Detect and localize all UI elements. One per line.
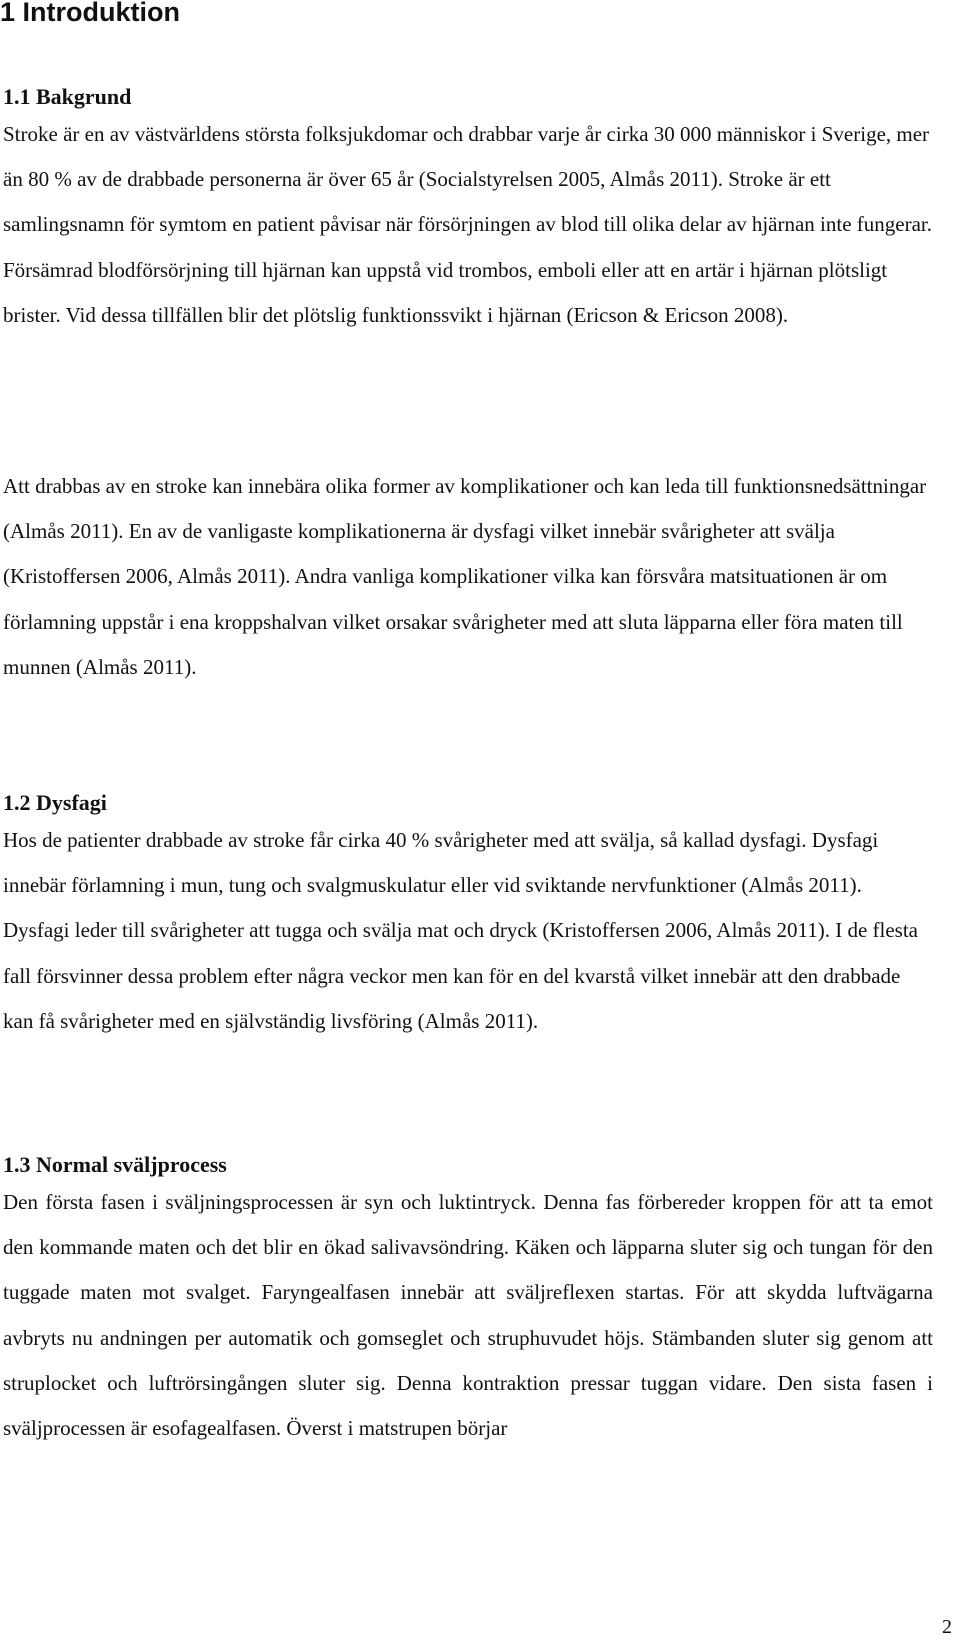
section-heading-bakgrund: 1.1 Bakgrund xyxy=(3,84,132,109)
section-heading-dysfagi: 1.2 Dysfagi xyxy=(3,790,107,815)
paragraph-bakgrund-1: Stroke är en av västvärldens största folksjukdomar och drabbar varje år cirka 30 000 människor i Sverige, mer än 80 % av de drabbade personerna är över 65 år (Socialstyrelsen 2005, Almås 2011). Stroke är ett samlingsnamn för symtom en patient påvisar när försörjningen av blod till olika delar av hjärnan inte fungerar. Försämrad blodförsörjning till hjärnan kan uppstå vid trombos, emboli eller att en artär i hjärnan plötsligt brister. Vid dessa tillfällen blir det plötslig funktionssvikt i hjärnan (Ericson & Ericson 2008). xyxy=(3,122,932,327)
section-heading-svaljprocess: 1.3 Normal sväljprocess xyxy=(3,1152,227,1177)
section-svaljprocess xyxy=(3,1150,933,1451)
page-number: 2 xyxy=(942,1616,952,1638)
section-bakgrund-continued xyxy=(3,464,933,690)
section-bakgrund xyxy=(3,82,933,338)
paragraph-bakgrund-2: Att drabbas av en stroke kan innebära olika former av komplikationer och kan leda till funktionsnedsättningar (Almås 2011). En av de vanligaste komplikationerna är dysfagi vilket innebär svårigheter att svälja (Kristoffersen 2006, Almås 2011). Andra vanliga komplikationer vilka kan försvåra matsituationen är om förlamning uppstår i ena kroppshalvan vilket orsakar svårigheter med att sluta läpparna eller föra maten till munnen (Almås 2011). xyxy=(3,474,927,679)
section-dysfagi xyxy=(3,788,933,1044)
paragraph-svaljprocess-1: Den första fasen i sväljningsprocessen är syn och luktintryck. Denna fas förbereder kroppen för att ta emot den kommande maten och det blir en ökad salivavsöndring. Käken och läpparna sluter sig och tungan för den tuggade maten mot svalget. Faryngealfasen innebär att sväljreflexen startas. För att skydda luftvägarna avbryts nu andningen per automatik och gomseglet och struphuvudet höjs. Stämbanden sluter sig genom att struplocket och luftrörsingången sluter sig. Denna kontraktion pressar tuggan vidare. Den sista fasen i sväljprocessen är esofagealfasen. Överst i matstrupen börjar xyxy=(3,1190,933,1441)
paragraph-dysfagi-1: Hos de patienter drabbade av stroke får cirka 40 % svårigheter med att svälja, så kallad dysfagi. Dysfagi innebär förlamning i mun, tung och svalgmuskulatur eller vid sviktande nervfunktioner (Almås 2011). Dysfagi leder till svårigheter att tugga och svälja mat och dryck (Kristoffersen 2006, Almås 2011). I de flesta fall försvinner dessa problem efter några veckor men kan för en del kvarstå vilket innebär att den drabbade kan få svårigheter med en självständig livsföring (Almås 2011). xyxy=(3,828,918,1033)
chapter-title: 1 Introduktion xyxy=(0,0,180,27)
